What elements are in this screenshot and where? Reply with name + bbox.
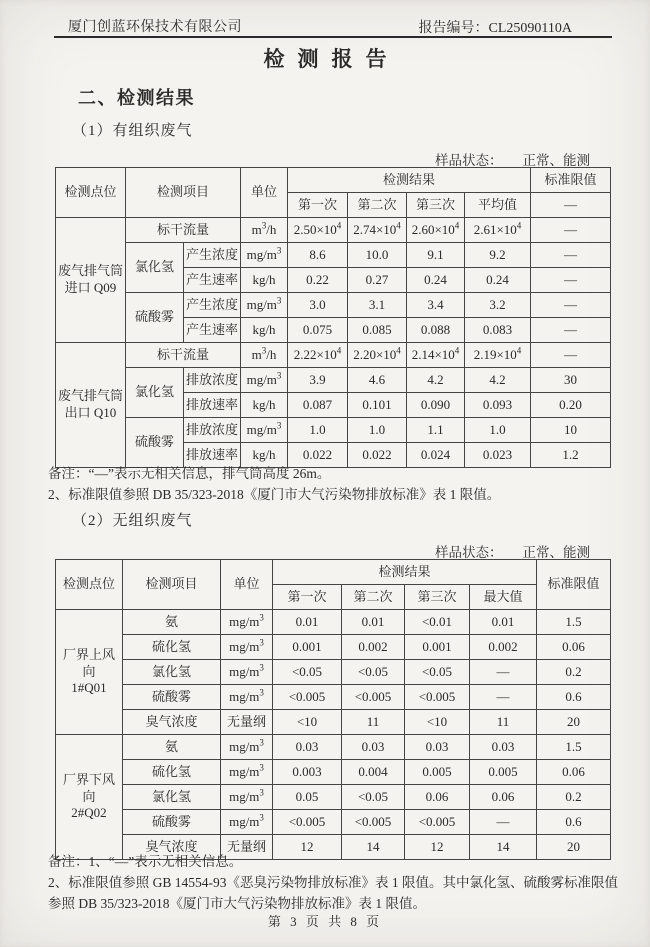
sample-status-organized (435, 149, 590, 169)
table-row (56, 735, 611, 760)
table-row (56, 293, 611, 318)
table-cell: 0.002 (470, 635, 537, 660)
table-cell: 0.002 (342, 635, 405, 660)
table-cell: 0.004 (342, 760, 405, 785)
table-cell: 1.1 (407, 418, 465, 443)
table-cell: 0.083 (465, 318, 531, 343)
table-cell: 厂界下风向 2#Q02 (56, 735, 123, 860)
table-cell: — (531, 193, 611, 218)
table-cell: 11 (342, 710, 405, 735)
table-cell: $2.19\times 10^4$ (465, 343, 531, 368)
table-cell: kg/h (241, 268, 288, 293)
table-header-cell: 标准限值 (537, 560, 611, 610)
table-cell: 无量纲 (221, 710, 273, 735)
table-cell: 0.24 (465, 268, 531, 293)
table-cell: 0.01 (470, 610, 537, 635)
table-cell: 3.0 (288, 293, 348, 318)
table-row (56, 560, 611, 585)
table-cell: $mg/m^3$ (221, 810, 273, 835)
table-cell: 10.0 (348, 243, 407, 268)
table-cell: 14 (470, 835, 537, 860)
subsection-unorganized-gas: （2）无组织废气 (72, 513, 193, 529)
table-cell: 0.088 (407, 318, 465, 343)
table-cell: 0.06 (405, 785, 470, 810)
report-number-value: CL25090110A (488, 21, 572, 36)
table-header-cell: 单位 (221, 560, 273, 610)
table-cell: <0.005 (405, 685, 470, 710)
table-cell: — (531, 218, 611, 243)
table-cell: $mg/m^3$ (221, 610, 273, 635)
table-cell: 0.090 (407, 393, 465, 418)
table-cell: 0.20 (531, 393, 611, 418)
table-cell: 1.5 (537, 735, 611, 760)
table-cell: 0.003 (273, 760, 342, 785)
document-title: 检测报告 (263, 47, 400, 71)
table-cell: 废气排气筒 出口 Q10 (56, 343, 126, 468)
header-divider (54, 36, 612, 38)
table-cell: 排放浓度 (184, 418, 241, 443)
organized-table-notes (48, 463, 616, 505)
table-cell: 0.085 (348, 318, 407, 343)
table-cell: 0.101 (348, 393, 407, 418)
table-header-cell: 检测点位 (56, 560, 123, 610)
table-cell: 14 (342, 835, 405, 860)
table-cell: 12 (405, 835, 470, 860)
table-row (56, 243, 611, 268)
table-cell: 厂界上风向 1#Q01 (56, 610, 123, 735)
table-cell: 臭气浓度 (123, 835, 221, 860)
table-cell: 产生速率 (184, 318, 241, 343)
table-cell: 标干流量 (126, 218, 241, 243)
table-cell: 0.01 (273, 610, 342, 635)
table-cell: 排放速率 (184, 393, 241, 418)
table-cell: $2.50\times 10^4$ (288, 218, 348, 243)
report-number (419, 17, 572, 37)
table-row (56, 785, 611, 810)
table-row (56, 810, 611, 835)
table-header-cell: 最大值 (470, 585, 537, 610)
table-cell: 0.023 (465, 443, 531, 468)
table-cell: <0.05 (273, 660, 342, 685)
table-cell: 3.4 (407, 293, 465, 318)
table-cell: 排放浓度 (184, 368, 241, 393)
table-cell: 0.06 (537, 635, 611, 660)
table-cell: $2.74\times 10^4$ (348, 218, 407, 243)
table-cell: $mg/m^3$ (221, 785, 273, 810)
table-cell: 9.1 (407, 243, 465, 268)
table-cell: 11 (470, 710, 537, 735)
table-cell: 0.06 (537, 760, 611, 785)
table-row (56, 168, 611, 193)
table-cell: $mg/m^3$ (221, 660, 273, 685)
table-cell: 0.022 (288, 443, 348, 468)
sample-status-value: 正常、能测 (522, 545, 590, 560)
table-cell: 0.03 (342, 735, 405, 760)
table-cell: 9.2 (465, 243, 531, 268)
table-cell: <0.005 (273, 685, 342, 710)
table-cell: 30 (531, 368, 611, 393)
table-cell: — (531, 268, 611, 293)
note-line: 2、标准限值参照 DB 35/323-2018《厦门市大气污染物排放标准》表 1 限值。 (48, 487, 501, 502)
table-cell: 1.0 (465, 418, 531, 443)
table-cell: 0.06 (470, 785, 537, 810)
table-cell: 氯化氢 (123, 660, 221, 685)
table-header-cell: 第三次 (407, 193, 465, 218)
table-header-cell: 检测结果 (273, 560, 537, 585)
table-header-cell: 检测点位 (56, 168, 126, 218)
table-cell: 0.24 (407, 268, 465, 293)
table-cell: <10 (405, 710, 470, 735)
sample-status-unorganized (435, 541, 590, 561)
table-cell: 硫化氢 (123, 760, 221, 785)
table-cell: 氯化氢 (123, 785, 221, 810)
table-cell: 20 (537, 835, 611, 860)
table-cell: $mg/m^3$ (241, 368, 288, 393)
table-cell: — (531, 293, 611, 318)
table-header-cell: 检测结果 (288, 168, 531, 193)
sample-status-value: 正常、能测 (522, 153, 590, 168)
table-cell: — (470, 810, 537, 835)
table-cell: $mg/m^3$ (221, 760, 273, 785)
table-cell: 0.005 (405, 760, 470, 785)
table-cell: kg/h (241, 393, 288, 418)
table-cell: $mg/m^3$ (241, 418, 288, 443)
table-cell: 4.2 (465, 368, 531, 393)
table-cell: 0.093 (465, 393, 531, 418)
table-cell: — (531, 343, 611, 368)
table-cell: $mg/m^3$ (221, 735, 273, 760)
table-cell: <0.05 (342, 660, 405, 685)
table-cell: 废气排气筒 进口 Q09 (56, 218, 126, 343)
table-cell: $2.22\times 10^4$ (288, 343, 348, 368)
data-table (55, 559, 611, 860)
table-header-cell: 第三次 (405, 585, 470, 610)
table-cell: <0.05 (342, 785, 405, 810)
note-line: 备注：“—”表示无相关信息，排气筒高度 26m。 (48, 466, 331, 481)
table-row (56, 710, 611, 735)
table-cell: — (470, 660, 537, 685)
table-row (56, 685, 611, 710)
table-row (56, 760, 611, 785)
table-cell: — (531, 243, 611, 268)
table-row (56, 660, 611, 685)
table-cell: 硫酸雾 (126, 293, 184, 343)
table-cell: 4.6 (348, 368, 407, 393)
table-row (56, 343, 611, 368)
table-cell: 0.2 (537, 785, 611, 810)
table-cell: 产生速率 (184, 268, 241, 293)
table-header-cell: 第二次 (348, 193, 407, 218)
table-cell: 3.1 (348, 293, 407, 318)
table-cell: <0.005 (342, 685, 405, 710)
table-cell: 氨 (123, 735, 221, 760)
table-cell: $2.14\times 10^4$ (407, 343, 465, 368)
table-cell: 硫酸雾 (123, 685, 221, 710)
page-number: 第 3 页 共 8 页 (267, 914, 383, 929)
table-cell: $m^3/h$ (241, 218, 288, 243)
data-table (55, 167, 611, 468)
table-cell: $m^3/h$ (241, 343, 288, 368)
note-line: 备注：1、“—”表示无相关信息。 (48, 854, 243, 869)
table-row (56, 418, 611, 443)
table-header-cell: 检测项目 (123, 560, 221, 610)
table-cell: 0.001 (405, 635, 470, 660)
sample-status-label: 样品状态： (435, 545, 503, 560)
table-header-cell: 平均值 (465, 193, 531, 218)
table-cell: $2.60\times 10^4$ (407, 218, 465, 243)
table-row (56, 218, 611, 243)
table-cell: 12 (273, 835, 342, 860)
table-cell: 1.0 (288, 418, 348, 443)
table-cell: 0.03 (273, 735, 342, 760)
table-cell: 0.03 (470, 735, 537, 760)
company-name: 厦门创蓝环保技术有限公司 (68, 20, 242, 35)
table-cell: — (531, 318, 611, 343)
table-row (56, 368, 611, 393)
table-cell: $mg/m^3$ (221, 635, 273, 660)
table-cell: 1.0 (348, 418, 407, 443)
table-cell: 氯化氢 (126, 368, 184, 418)
table-cell: 4.2 (407, 368, 465, 393)
organized-emissions-table (55, 167, 611, 468)
table-cell: <0.01 (405, 610, 470, 635)
table-cell: 0.075 (288, 318, 348, 343)
table-cell: 8.6 (288, 243, 348, 268)
table-cell: 0.087 (288, 393, 348, 418)
table-cell: 0.6 (537, 810, 611, 835)
table-header-cell: 单位 (241, 168, 288, 218)
table-cell: 排放速率 (184, 443, 241, 468)
table-cell: <10 (273, 710, 342, 735)
table-cell: 0.022 (348, 443, 407, 468)
table-cell: 0.024 (407, 443, 465, 468)
table-header-cell: 第一次 (273, 585, 342, 610)
table-cell: 3.9 (288, 368, 348, 393)
table-header-cell: 检测项目 (126, 168, 241, 218)
table-cell: 0.6 (537, 685, 611, 710)
table-cell: 0.05 (273, 785, 342, 810)
unorganized-table-notes (48, 851, 620, 914)
table-header-cell: 第一次 (288, 193, 348, 218)
section-title: 二、检测结果 (78, 88, 195, 108)
table-cell: 0.005 (470, 760, 537, 785)
table-cell: <0.005 (273, 810, 342, 835)
table-cell: <0.05 (405, 660, 470, 685)
note-line: 2、标准限值参照 GB 14554-93《恶臭污染物排放标准》表 1 限值。其中氯化氢、硫酸雾标准限值参照 DB 35/323-2018《厦门市大气污染物排放标准》表 1 限值。 (48, 875, 618, 911)
table-cell: $mg/m^3$ (221, 685, 273, 710)
sample-status-label: 样品状态： (435, 153, 503, 168)
table-cell: <0.005 (342, 810, 405, 835)
table-cell: 0.2 (537, 660, 611, 685)
table-cell: 硫化氢 (123, 635, 221, 660)
table-cell: 氯化氢 (126, 243, 184, 293)
table-cell: 0.22 (288, 268, 348, 293)
table-cell: 0.27 (348, 268, 407, 293)
subsection-organized-gas: （1）有组织废气 (72, 123, 193, 139)
table-cell: 硫酸雾 (123, 810, 221, 835)
table-header-cell: 第二次 (342, 585, 405, 610)
table-cell: 臭气浓度 (123, 710, 221, 735)
table-cell: $2.61\times 10^4$ (465, 218, 531, 243)
table-cell: 20 (537, 710, 611, 735)
report-number-label: 报告编号： (418, 21, 489, 36)
table-cell: 标干流量 (126, 343, 241, 368)
table-cell: $mg/m^3$ (241, 243, 288, 268)
table-row (56, 635, 611, 660)
table-header-cell: 标准限值 (531, 168, 611, 193)
table-cell: $2.20\times 10^4$ (348, 343, 407, 368)
table-cell: 无量纲 (221, 835, 273, 860)
table-row (56, 610, 611, 635)
table-cell: 1.2 (531, 443, 611, 468)
table-cell: 10 (531, 418, 611, 443)
table-cell: — (470, 685, 537, 710)
unorganized-emissions-table (55, 559, 611, 860)
table-cell: <0.005 (405, 810, 470, 835)
table-cell: $mg/m^3$ (241, 293, 288, 318)
table-cell: 产生浓度 (184, 293, 241, 318)
table-cell: 3.2 (465, 293, 531, 318)
table-cell: kg/h (241, 318, 288, 343)
table-cell: 产生浓度 (184, 243, 241, 268)
table-cell: 氨 (123, 610, 221, 635)
table-cell: 0.01 (342, 610, 405, 635)
table-cell: 1.5 (537, 610, 611, 635)
table-cell: 硫酸雾 (126, 418, 184, 468)
table-cell: 0.001 (273, 635, 342, 660)
table-cell: 0.03 (405, 735, 470, 760)
table-cell: kg/h (241, 443, 288, 468)
